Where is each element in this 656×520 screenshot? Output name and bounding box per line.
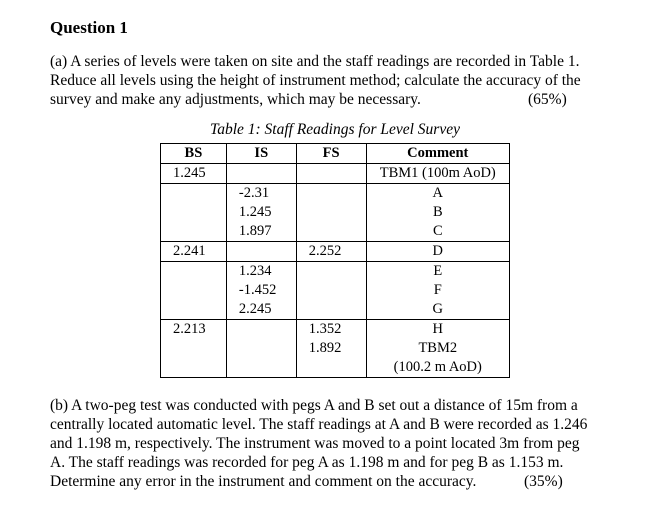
cell-bs <box>161 281 227 300</box>
table-row <box>161 203 510 222</box>
cell-comment: H <box>366 320 509 340</box>
cell-fs <box>296 164 366 184</box>
part-a-weight: (65%) <box>528 91 567 108</box>
table-row <box>161 339 510 358</box>
cell-bs <box>161 300 227 320</box>
cell-comment: C <box>366 222 509 242</box>
cell-is: -2.31 <box>226 184 296 204</box>
cell-fs <box>296 222 366 242</box>
cell-fs: 1.892 <box>296 339 366 358</box>
header-bs: BS <box>161 144 227 164</box>
question-heading: Question 1 <box>50 18 128 37</box>
part-a-paragraph <box>50 52 620 109</box>
cell-bs: 1.245 <box>173 165 206 181</box>
cell-bs: 2.241 <box>161 242 227 262</box>
header-is: IS <box>226 144 296 164</box>
part-a-line: survey and make any adjustments, which may be necessary. <box>50 91 421 108</box>
part-a-line: (a) A series of levels were taken on site and the staff readings are recorded in Table 1. <box>50 53 580 70</box>
cell-fs <box>296 184 366 204</box>
cell-bs <box>161 339 227 358</box>
part-a-line: Reduce all levels using the height of instrument method; calculate the accuracy of the <box>50 72 581 89</box>
cell-comment: B <box>366 203 509 222</box>
header-fs: FS <box>296 144 366 164</box>
part-b-line: (b) A two-peg test was conducted with pegs A and B set out a distance of 15m from a <box>50 397 578 414</box>
cell-is: 1.245 <box>226 203 296 222</box>
cell-fs: 2.252 <box>296 242 366 262</box>
cell-is <box>226 242 296 262</box>
cell-is: 2.245 <box>226 300 296 320</box>
cell-fs <box>296 203 366 222</box>
cell-is <box>226 320 296 340</box>
table-row <box>161 358 510 378</box>
part-b-line: centrally located automatic level. The staff readings at A and B were recorded as 1.246 <box>50 416 588 433</box>
cell-is: 1.897 <box>226 222 296 242</box>
cell-bs: 2.213 <box>161 320 227 340</box>
table-caption: Table 1: Staff Readings for Level Survey <box>210 121 460 138</box>
cell-comment: (100.2 m AoD) <box>366 358 509 378</box>
cell-comment: A <box>366 184 509 204</box>
part-b-paragraph <box>50 396 620 491</box>
cell-comment: G <box>366 300 509 320</box>
table-row <box>161 242 510 262</box>
cell-bs <box>161 222 227 242</box>
staff-readings-table <box>160 143 510 378</box>
cell-fs <box>296 262 366 282</box>
cell-bs <box>161 184 227 204</box>
table-row <box>161 300 510 320</box>
cell-is <box>226 358 296 378</box>
cell-fs <box>296 281 366 300</box>
cell-bs <box>161 358 227 378</box>
cell-bs <box>161 262 227 282</box>
cell-comment: D <box>366 242 509 262</box>
cell-comment: E <box>366 262 509 282</box>
cell-comment: F <box>366 281 509 300</box>
cell-bs <box>161 203 227 222</box>
part-b-line: A. The staff readings was recorded for peg A as 1.198 m and for peg B as 1.153 m. <box>50 454 564 471</box>
cell-is <box>226 164 296 184</box>
table-row <box>161 164 510 184</box>
table-row <box>161 281 510 300</box>
table-row <box>161 184 510 204</box>
cell-comment: TBM2 <box>366 339 509 358</box>
table-header-row <box>161 144 510 164</box>
header-comment: Comment <box>366 144 509 164</box>
cell-is: 1.234 <box>226 262 296 282</box>
part-b-line: and 1.198 m, respectively. The instrument was moved to a point located 3m from peg <box>50 435 580 452</box>
cell-fs <box>296 300 366 320</box>
cell-fs: 1.352 <box>296 320 366 340</box>
cell-is: -1.452 <box>226 281 296 300</box>
cell-is <box>226 339 296 358</box>
cell-fs <box>296 358 366 378</box>
table-row <box>161 320 510 340</box>
part-b-weight: (35%) <box>524 473 563 490</box>
part-b-line: Determine any error in the instrument and comment on the accuracy. <box>50 473 477 490</box>
table-row <box>161 262 510 282</box>
table-row <box>161 222 510 242</box>
cell-comment: TBM1 (100m AoD) <box>366 164 509 184</box>
